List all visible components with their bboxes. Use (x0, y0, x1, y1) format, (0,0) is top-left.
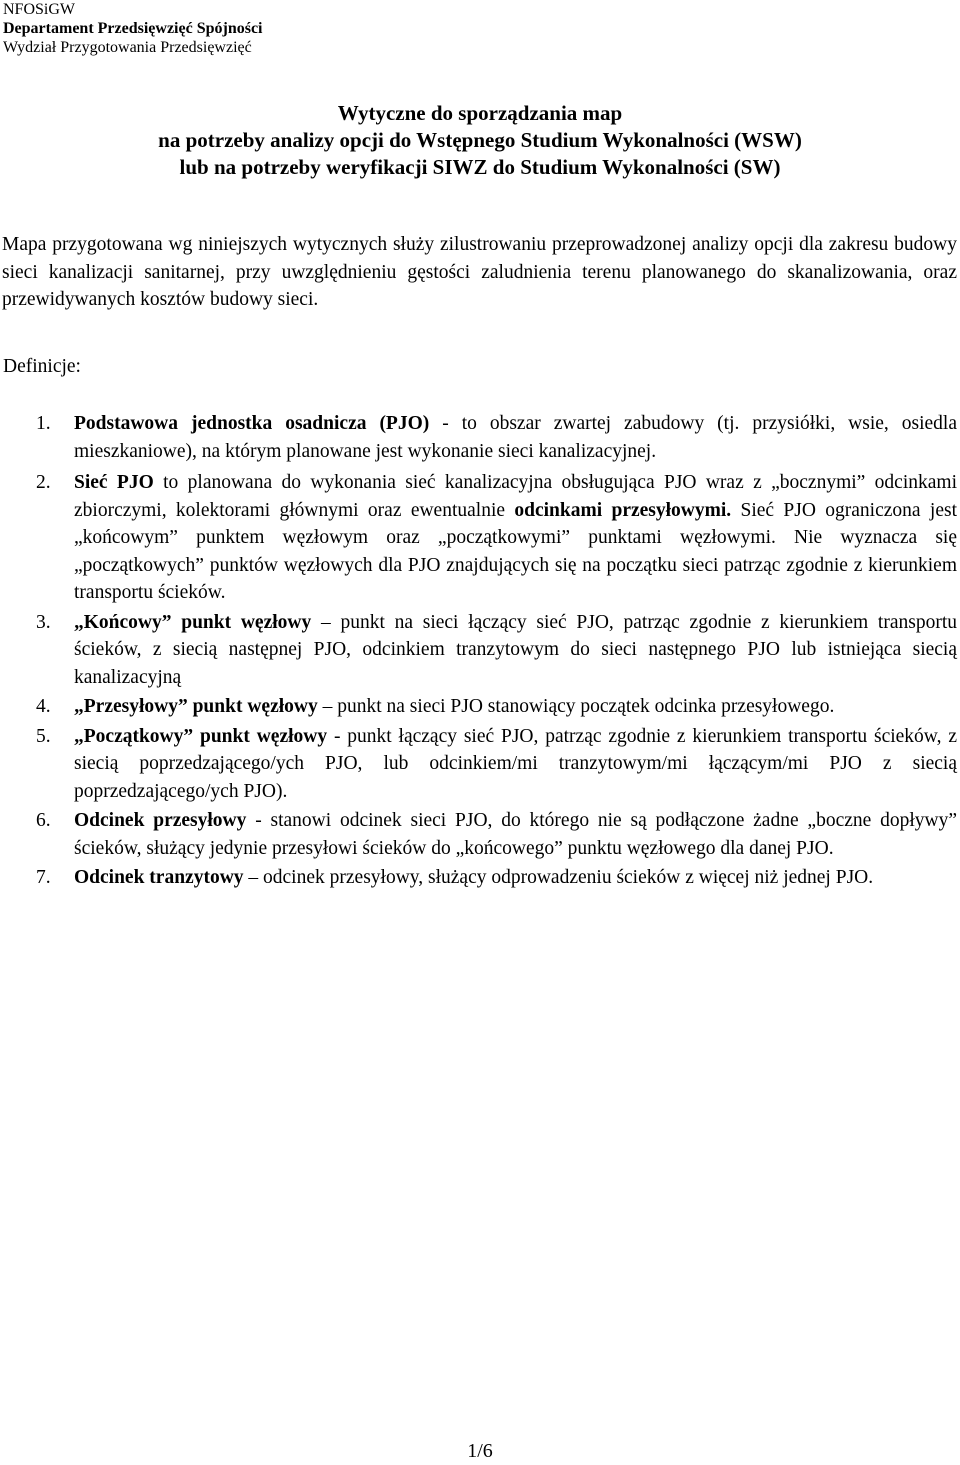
intro-text: Mapa przygotowana wg niniejszych wytycznych służy zilustrowaniu przeprowadzonej analizy opcji dla zakresu budowy sieci kanalizacji sanitarnej, przy uwzględnieniu gęstości zaludnienia terenu planowanego do skanalizowania, oraz przewidywanych kosztów budowy sieci. (2, 234, 957, 310)
definition-text: to planowana do wykonania sieć kanalizacyjna obsługująca PJO wraz z „bocznymi” odcinkami zbiorczymi, kolektorami głównymi oraz ewentualnie (74, 472, 957, 521)
definition-term: Sieć PJO (74, 472, 154, 493)
definition-text: – odcinek przesyłowy, służący odprowadzeniu ścieków z więcej niż jednej PJO. (243, 867, 874, 888)
intro-paragraph (2, 231, 957, 314)
definition-term: „Końcowy” punkt węzłowy (74, 611, 312, 633)
definition-number: 2. (36, 472, 51, 493)
definition-number: 5. (36, 725, 51, 747)
document-title (0, 100, 960, 181)
document-header (3, 0, 263, 57)
definition-number: 1. (36, 413, 51, 434)
definitions-list (4, 410, 957, 892)
definition-item (4, 723, 957, 806)
header-division: Wydział Przygotowania Przedsięwzięć (3, 39, 252, 56)
definition-term: Odcinek przesyłowy (74, 810, 247, 831)
definition-text: - stanowi odcinek sieci PJO, do którego nie są podłączone żadne „boczne dopływy” ścieków, służący jedynie przesyłowi ścieków do „końcowego” punktu węzłowego dla danej PJO. (74, 810, 957, 859)
definition-item (4, 609, 957, 692)
title-line-2: na potrzeby analizy opcji do Wstępnego Studium Wykonalności (WSW) (158, 128, 802, 152)
definition-term: „Początkowy” punkt węzłowy (74, 725, 328, 747)
definition-term: „Przesyłowy” punkt węzłowy (74, 696, 318, 717)
definition-number: 4. (36, 696, 51, 717)
definition-item (4, 807, 957, 862)
title-line-3: lub na potrzeby weryfikacji SIWZ do Studium Wykonalności (SW) (179, 155, 781, 179)
definition-term: Odcinek tranzytowy (74, 867, 244, 888)
definition-text: - punkt łączący sieć PJO, patrząc zgodnie z kierunkiem transportu ścieków, z siecią poprzedzającego/ych PJO, lub odcinkiem/mi tranzytowym/mi łączącym/mi PJO z siecią poprzedzającego/ych PJO). (74, 725, 957, 802)
header-org: NFOSiGW (3, 1, 76, 18)
definition-term: Podstawowa jednostka osadnicza (PJO) (74, 413, 430, 434)
definition-item (4, 410, 957, 465)
definition-number: 7. (36, 867, 51, 888)
definition-term-secondary: odcinkami przesyłowymi. (514, 499, 732, 521)
definition-text-continued: Sieć PJO ograniczona jest „końcowym” punktem węzłowym oraz „początkowymi” punktami węzłowymi. Nie wyznacza się „początkowych” punktów węzłowych dla PJO znajdujących się na początku sieci patrząc zgodnie z kierunkiem transportu ścieków. (74, 499, 957, 603)
definitions-heading: Definicje: (3, 356, 81, 377)
definition-text: – punkt na sieci PJO stanowiący początek odcinka przesyłowego. (317, 696, 835, 717)
page-number: 1/6 (467, 1440, 493, 1462)
title-line-1: Wytyczne do sporządzania map (337, 101, 623, 125)
definition-number: 6. (36, 810, 51, 831)
definition-item (4, 469, 957, 607)
definition-item (4, 693, 957, 721)
definition-text: - to obszar zwartej zabudowy (tj. przysiółki, wsie, osiedla mieszkaniowe), na którym planowane jest wykonanie sieci kanalizacyjnej. (74, 413, 958, 462)
definition-number: 3. (36, 611, 51, 633)
definition-item (4, 864, 957, 892)
definition-text: – punkt na sieci łączący sieć PJO, patrząc zgodnie z kierunkiem transportu ścieków, z siecią następnej PJO, odcinkiem tranzytowym do sieci następnego PJO lub istniejąca siecią kanalizacyjną (74, 611, 957, 688)
header-department: Departament Przedsięwzięć Spójności (3, 20, 263, 37)
